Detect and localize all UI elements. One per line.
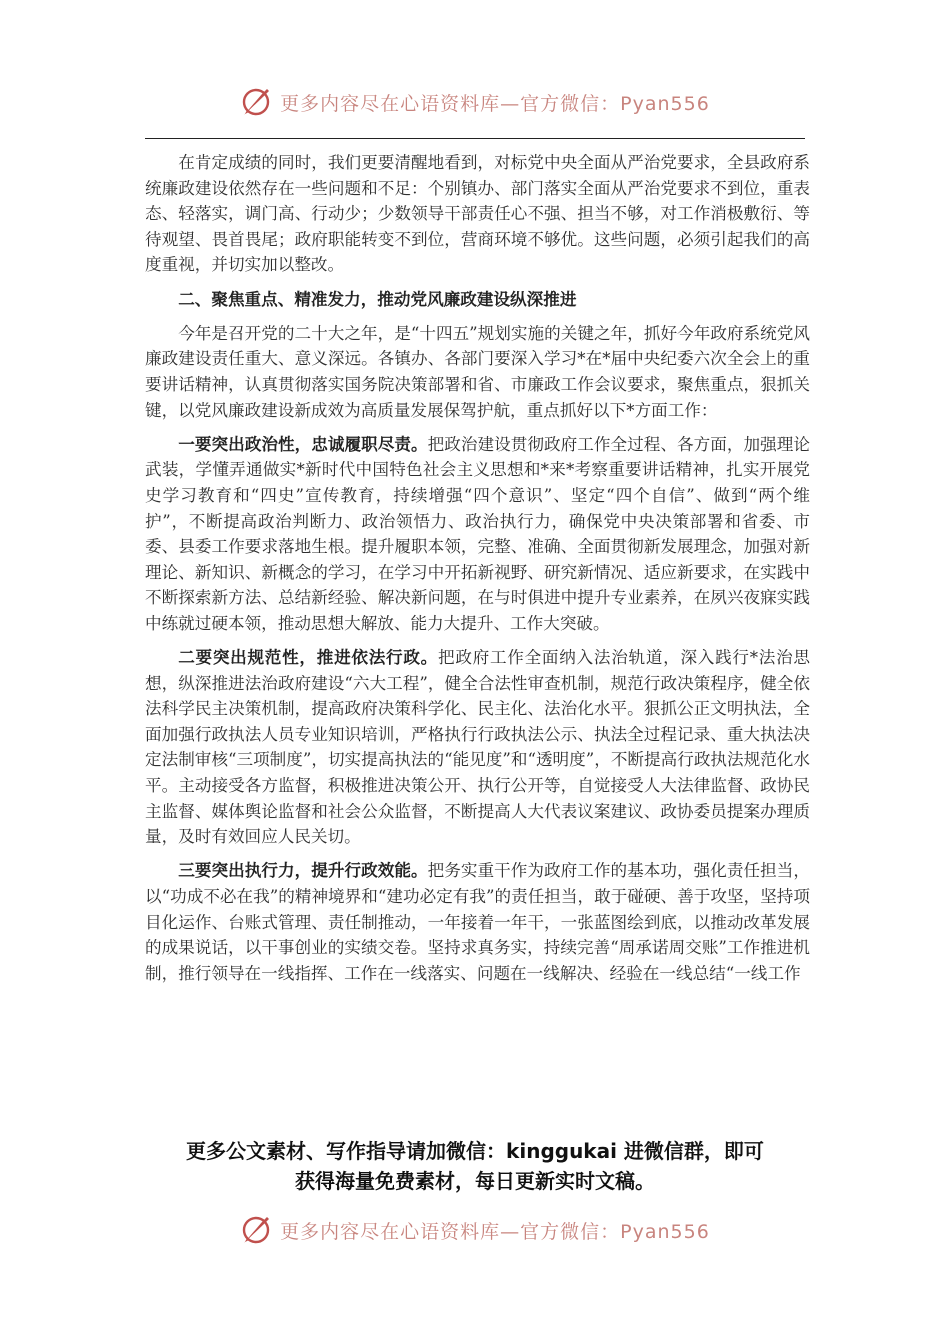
footer-banner <box>0 1210 950 1250</box>
paragraph-lead: 一要突出政治性，忠诚履职尽责。 <box>178 433 428 454</box>
paragraph-text: 把政治建设贯彻政府工作全过程、各方面，加强理论武装，学懂弄通做实*新时代中国特色社会主义思想和*来*考察重要讲话精神，扎实开展党史学习教育和“四史”宣传教育，持续增强“四个意识”、坚定“四个自信”、做到“两个维护”，不断提高政治判断力、政治领悟力、政治执行力，确保党中央决策部署和省委、市委、县委工作要求落地生根。提升履职本领，完整、准确、全面贯彻新发展理念，加强对新理论、新知识、新概念的学习，在学习中开拓新视野、研究新情况、适应新要求，在实践中不断探索新方法、总结新经验、解决新问题，在与时俱进中提升专业素养，在夙兴夜寐实践中练就过硬本领，推动思想大解放、能力大提升、工作大突破。 <box>145 434 811 633</box>
paragraph-text: 把政府工作全面纳入法治轨道，深入践行*法治思想，纵深推进法治政府建设“六大工程”，健全合法性审查机制，规范行政决策程序，健全依法科学民主决策机制，提高政府决策科学化、民主化、法治化水平。狠抓公正文明执法，全面加强行政执法人员专业知识培训，严格执行行政执法公示、执法全过程记录、重大执法决定法制审核“三项制度”，切实提高执法的“能见度”和“透明度”，不断提高行政执法规范化水平。主动接受各方监督，积极推进决策公开、执行公开等，自觉接受人大法律监督、政协民主监督、媒体舆论监督和社会公众监督，不断提高人大代表议案建议、政协委员提案办理质量，及时有效回应人民关切。 <box>145 648 811 847</box>
banner-wechat-id: Pyan556 <box>620 92 710 115</box>
paragraph: 在肯定成绩的同时，我们更要清醒地看到，对标党中央全面从严治党要求，全县政府系统廉政建设依然存在一些问题和不足：个别镇办、部门落实全面从严治党要求不到位，重表态、轻落实，调门高、行动少；少数领导干部责任心不强、担当不够，对工作消极敷衍、等待观望、畏首畏尾；政府职能转变不到位，营商环境不够优。这些问题，必须引起我们的高度重视，并切实加以整改。 <box>145 153 810 275</box>
paragraph <box>145 645 810 850</box>
banner-text: 更多内容尽在心语资料库—官方微信：Pyan556 <box>280 92 710 115</box>
header-banner <box>0 82 950 122</box>
banner-text: 更多内容尽在心语资料库—官方微信：Pyan556 <box>280 1220 710 1243</box>
pen-logo-icon <box>240 85 274 119</box>
paragraph-text: 把务实重干作为政府工作的基本功，强化责任担当，以“功成不必在我”的精神境界和“建功必定有我”的责任担当，敢于碰硬、善于攻坚，坚持项目化运作、台账式管理、责任制推动，一年接着一年干，一张蓝图绘到底，以推动改革发展的成果说话，以干事创业的实绩交卷。坚持求真务实，持续完善“周承诺周交账”工作推进机制，推行领导在一线指挥、工作在一线落实、问题在一线解决、经验在一线总结“一线工作 <box>145 861 810 983</box>
paragraph-lead: 二要突出规范性，推进依法行政。 <box>178 647 438 668</box>
paragraph: 今年是召开党的二十大之年，是“十四五”规划实施的关键之年，抓好今年政府系统党风廉政建设责任重大、意义深远。各镇办、各部门要深入学习*在*届中央纪委六次全会上的重要讲话精神，认真贯彻落实国务院决策部署和省、市廉政工作会议要求，聚焦重点，狠抓关键，以党风廉政建设新成效为高质量发展保驾护航，重点抓好以下*方面工作： <box>145 323 810 420</box>
banner-wechat-id: Pyan556 <box>620 1220 710 1243</box>
paragraph <box>145 432 810 637</box>
document-body <box>145 150 810 1016</box>
header-divider <box>145 138 805 139</box>
ad-line-1: 更多公文素材、写作指导请加微信：kinggukai 进微信群，即可 <box>186 1139 764 1163</box>
ad-line-2: 获得海量免费素材，每日更新实时文稿。 <box>295 1169 655 1193</box>
paragraph-lead: 三要突出执行力，提升行政效能。 <box>178 860 428 881</box>
section-heading: 二、聚焦重点、精准发力，推动党风廉政建设纵深推进 <box>178 288 577 309</box>
paragraph <box>145 858 810 1016</box>
pen-logo-icon <box>240 1213 274 1247</box>
ad-notice <box>0 1136 950 1196</box>
